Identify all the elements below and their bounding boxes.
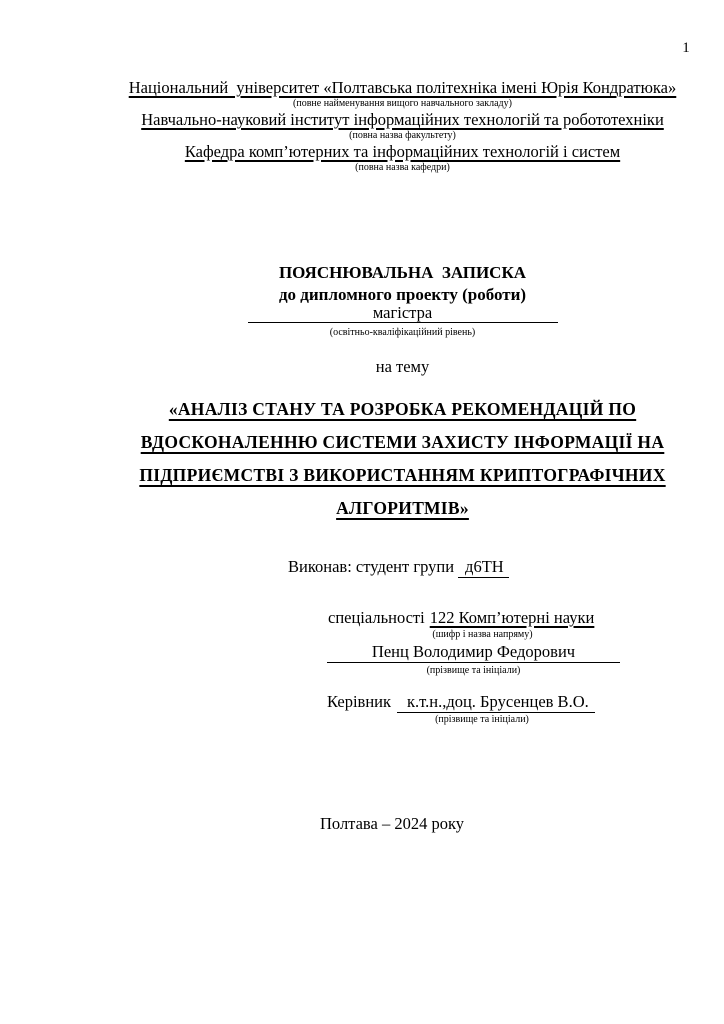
doc-type-title: ПОЯСНЮВАЛЬНА ЗАПИСКА <box>278 263 527 282</box>
supervisor-field: к.т.н.,доц. Брусенцев В.О. <box>397 692 595 713</box>
topic-line-1: «АНАЛІЗ СТАНУ ТА РОЗРОБКА РЕКОМЕНДАЦІЙ ПО <box>168 399 637 419</box>
specialty-line <box>328 608 594 627</box>
header-block <box>80 78 724 174</box>
institute-name: Навчально-науковий інститут інформаційних технологій та робототехніки <box>141 110 664 129</box>
department-caption: (повна назва кафедри) <box>355 162 450 173</box>
topic-line-4: АЛГОРИТМІВ» <box>336 498 469 518</box>
topic-line-3: ПІДПРИЄМСТВІ З ВИКОРИСТАННЯМ КРИПТОГРАФІЧНИХ <box>139 465 666 485</box>
supervisor-label: Керівник <box>327 692 392 711</box>
university-name: Національний університет «Полтавська політехніка імені Юрія Кондратюка» <box>128 78 677 97</box>
department-name: Кафедра комп’ютерних та інформаційних технологій і систем <box>184 142 621 161</box>
institute-caption: (повна назва факультету) <box>349 130 456 141</box>
city-year: Полтава – 2024 року <box>320 814 464 833</box>
supervisor-caption: (прізвище та ініціали) <box>435 714 529 725</box>
specialty-field: 122 Комп’ютерні науки <box>429 608 595 627</box>
degree-field: магістра <box>248 305 558 323</box>
student-name: Пенц Володимир Федорович <box>371 642 576 661</box>
doc-type-block <box>80 262 724 339</box>
student-name-caption: (прізвище та ініціали) <box>426 665 521 676</box>
supervisor-line <box>327 692 595 711</box>
topic-title <box>80 393 724 525</box>
degree-caption: (освітньо-кваліфікаційний рівень) <box>329 327 476 338</box>
page-number: 1 <box>682 40 690 56</box>
doc-type-subtitle: до дипломного проекту (роботи) <box>278 285 527 304</box>
performed-label: Виконав: студент групи <box>288 557 455 576</box>
performed-line <box>288 557 509 576</box>
topic-line-2: ВДОСКОНАЛЕННЮ СИСТЕМИ ЗАХИСТУ ІНФОРМАЦІЇ НА <box>140 432 665 452</box>
student-name-field <box>327 643 620 663</box>
university-caption: (повне найменування вищого навчального закладу) <box>293 98 512 109</box>
topic-label: на тему <box>375 357 430 376</box>
specialty-label: спеціальності <box>328 608 425 627</box>
group-field: д6ТН <box>458 557 509 578</box>
specialty-caption: (шифр і назва напряму) <box>432 629 533 640</box>
